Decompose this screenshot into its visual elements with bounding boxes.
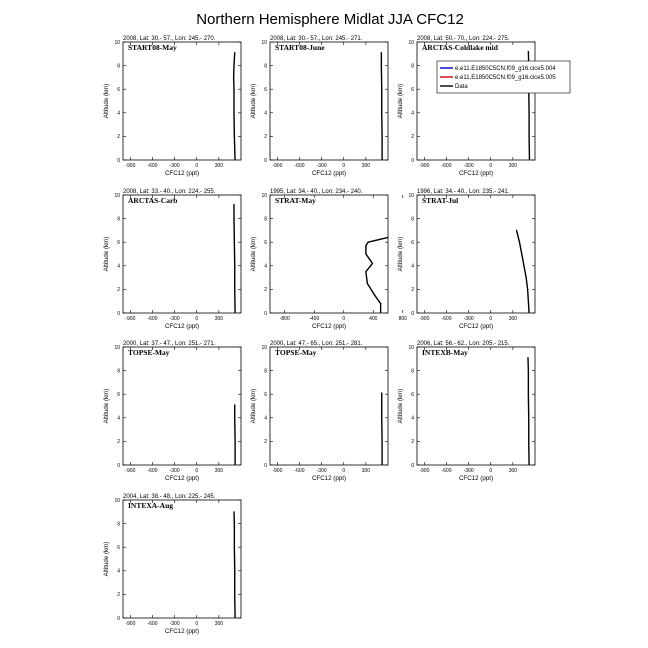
plot-frame <box>123 195 241 313</box>
y-tick-label: 6 <box>411 87 414 93</box>
panel-header: 2008, Lat: 33.- 40., Lon: 224.- 255. <box>123 189 216 195</box>
panel <box>103 189 241 330</box>
data-point <box>234 136 235 137</box>
data-point <box>234 289 235 290</box>
data-point <box>382 136 383 137</box>
y-tick-label: 0 <box>117 157 120 164</box>
y-tick-label: 6 <box>264 392 267 398</box>
y-tick-label: 0 <box>117 310 120 317</box>
y-tick-label: 6 <box>117 545 120 551</box>
panel-label: START08-June <box>275 43 325 52</box>
data-point <box>234 52 235 53</box>
data-point <box>521 253 522 254</box>
panel-label: START08-May <box>128 43 177 52</box>
data-point <box>367 242 368 243</box>
panel-label: ARCTAS-Coldlake mid <box>422 43 498 52</box>
x-tick-label: 0 <box>342 163 346 169</box>
panel <box>250 189 418 330</box>
figure-title: Northern Hemisphere Midlat JJA CFC12 <box>196 11 464 28</box>
panel <box>103 36 241 177</box>
y-tick-label: 2 <box>117 134 120 141</box>
x-tick-label: 400 <box>369 316 378 322</box>
x-tick-label: -900 <box>125 468 136 474</box>
x-tick-label: 300 <box>361 468 371 474</box>
data-point <box>234 594 235 595</box>
x-tick-label: 0 <box>489 468 493 474</box>
x-tick-label: -300 <box>169 468 180 474</box>
data-point <box>234 404 235 405</box>
data-point <box>528 441 529 442</box>
x-tick-label: -600 <box>441 468 452 474</box>
panel-label: ARCTAS-Carb <box>128 196 178 205</box>
y-tick-label: 8 <box>411 216 414 223</box>
y-axis-label: Altitude (km) <box>397 83 404 119</box>
y-tick-label: 4 <box>117 415 120 422</box>
x-tick-label: 0 <box>342 468 346 474</box>
data-point <box>516 230 517 231</box>
y-tick-label: 6 <box>117 392 120 398</box>
panel-label: INTEXA-Aug <box>128 501 174 510</box>
data-point <box>382 159 383 160</box>
y-tick-label: 4 <box>264 110 267 117</box>
plot-frame <box>123 347 241 465</box>
x-tick-label: -300 <box>169 163 180 169</box>
panel-label: STRAT-May <box>275 196 316 205</box>
y-axis-label: Altitude (km) <box>397 236 404 272</box>
x-tick-label: -900 <box>419 468 430 474</box>
y-tick-label: 2 <box>411 134 414 141</box>
data-point <box>365 271 366 272</box>
x-axis-label: CFC12 (ppt) <box>311 323 347 330</box>
panel-label: STRAT-Jul <box>422 196 459 205</box>
x-tick-label: -600 <box>294 468 305 474</box>
y-tick-label: 0 <box>411 462 414 469</box>
y-tick-label: 4 <box>117 263 120 270</box>
x-axis-label: CFC12 (ppt) <box>458 323 494 330</box>
panel <box>103 494 241 635</box>
x-tick-label: 800 <box>398 316 407 322</box>
data-point <box>381 417 382 418</box>
x-tick-label: -300 <box>169 621 180 627</box>
panel-header: 2008, Lat: 30.- 57., Lon: 245.- 271. <box>270 36 363 42</box>
plot-frame <box>123 500 241 618</box>
panel-label: TOPSE-May <box>128 348 170 357</box>
y-axis-label: Altitude (km) <box>103 83 110 119</box>
x-tick-label: 0 <box>342 316 346 322</box>
y-axis-label: Altitude (km) <box>250 236 257 272</box>
x-tick-label: -600 <box>147 468 158 474</box>
data-point <box>381 52 382 53</box>
y-tick-label: 8 <box>411 63 414 70</box>
y-tick-label: 0 <box>117 462 120 469</box>
data-point <box>528 370 529 371</box>
data-point <box>529 464 530 465</box>
y-tick-label: 10 <box>114 192 120 199</box>
x-tick-label: -300 <box>463 468 474 474</box>
x-axis-label: CFC12 (ppt) <box>164 323 200 330</box>
data-point <box>528 301 529 302</box>
x-tick-label: -300 <box>463 316 474 322</box>
plot-frame <box>270 42 388 160</box>
data-point <box>233 511 234 512</box>
panel-header: 2000, Lat: 37.- 47., Lon: 251.- 271. <box>123 341 216 347</box>
panel <box>397 189 535 330</box>
y-axis-label: Altitude (km) <box>397 388 404 424</box>
data-point <box>381 392 382 393</box>
x-tick-label: -600 <box>147 621 158 627</box>
data-point <box>380 303 381 304</box>
x-tick-label: 300 <box>508 468 518 474</box>
y-tick-label: 8 <box>117 216 120 223</box>
x-tick-label: -300 <box>169 316 180 322</box>
x-tick-label: 300 <box>214 316 224 322</box>
data-point <box>527 289 528 290</box>
y-tick-label: 10 <box>114 497 120 504</box>
plot-frame <box>270 195 388 313</box>
y-tick-label: 0 <box>117 615 120 622</box>
panel <box>103 341 241 482</box>
data-point <box>381 89 382 90</box>
legend-label: e.e11.E1850C5CN.f09_g16.cice5.004 <box>455 66 556 72</box>
data-point <box>529 136 530 137</box>
data-point <box>235 441 236 442</box>
data-point <box>529 312 530 313</box>
y-tick-label: 2 <box>117 287 120 294</box>
y-tick-label: 4 <box>411 110 414 117</box>
x-tick-label: -300 <box>316 163 327 169</box>
y-axis-label: Altitude (km) <box>250 388 257 424</box>
data-point <box>234 242 235 243</box>
y-tick-label: 4 <box>411 415 414 422</box>
x-tick-label: -900 <box>419 163 430 169</box>
series-line <box>366 230 418 313</box>
data-point <box>367 283 368 284</box>
data-point <box>519 242 520 243</box>
data-point <box>529 112 530 113</box>
y-tick-label: 0 <box>264 310 267 317</box>
panel-header: 1995, Lat: 34.- 40., Lon: 234.- 240. <box>270 189 363 195</box>
y-tick-label: 10 <box>114 39 120 46</box>
data-point <box>528 51 529 52</box>
legend <box>437 61 570 93</box>
y-tick-label: 10 <box>261 39 267 46</box>
y-tick-label: 0 <box>264 157 267 164</box>
data-point <box>233 89 234 90</box>
series-line <box>234 512 235 618</box>
y-tick-label: 0 <box>264 462 267 469</box>
x-tick-label: 300 <box>508 316 518 322</box>
x-tick-label: 0 <box>195 316 199 322</box>
data-point <box>235 159 236 160</box>
y-tick-label: 6 <box>117 87 120 93</box>
x-tick-label: -400 <box>309 316 320 322</box>
x-tick-label: -800 <box>279 316 290 322</box>
x-axis-label: CFC12 (ppt) <box>458 475 494 482</box>
plot-frame <box>417 347 535 465</box>
y-tick-label: 10 <box>408 344 414 351</box>
y-axis-label: Altitude (km) <box>103 388 110 424</box>
x-tick-label: -900 <box>419 316 430 322</box>
x-tick-label: -900 <box>125 621 136 627</box>
panel-label: INTEXB-May <box>422 348 468 357</box>
y-tick-label: 6 <box>411 240 414 246</box>
y-tick-label: 6 <box>264 240 267 246</box>
y-tick-label: 10 <box>114 344 120 351</box>
x-tick-label: -600 <box>441 163 452 169</box>
data-point <box>528 417 529 418</box>
legend-label: e.e11.E1850C5CN.f09_g16.cice5.005 <box>455 75 556 81</box>
data-point <box>233 77 234 78</box>
panel <box>250 341 388 482</box>
y-tick-label: 6 <box>264 87 267 93</box>
data-point <box>529 159 530 160</box>
data-point <box>235 464 236 465</box>
y-axis-label: Altitude (km) <box>103 541 110 577</box>
x-tick-label: 0 <box>195 163 199 169</box>
data-point <box>365 245 366 246</box>
y-tick-label: 10 <box>261 192 267 199</box>
series-line <box>381 53 382 160</box>
x-tick-label: -300 <box>316 468 327 474</box>
panel-header: 1996, Lat: 34.- 40., Lon: 235.- 241. <box>417 189 510 195</box>
x-tick-label: -600 <box>147 163 158 169</box>
y-tick-label: 8 <box>117 521 120 528</box>
data-point <box>235 617 236 618</box>
data-point <box>381 65 382 66</box>
x-tick-label: -900 <box>125 163 136 169</box>
y-tick-label: 4 <box>117 110 120 117</box>
plot-frame <box>417 195 535 313</box>
plot-frame <box>123 42 241 160</box>
data-point <box>234 547 235 548</box>
x-tick-label: 300 <box>214 163 224 169</box>
y-tick-label: 2 <box>264 439 267 446</box>
y-tick-label: 4 <box>264 263 267 270</box>
y-tick-label: 10 <box>261 344 267 351</box>
y-tick-label: 8 <box>117 63 120 70</box>
panel-header: 2008, Lat: 50.- 70., Lon: 224.- 275. <box>417 36 510 42</box>
panel-header: 2004, Lat: 38.- 48., Lon: 225.- 245. <box>123 494 216 500</box>
panel <box>397 341 535 482</box>
x-tick-label: -600 <box>147 316 158 322</box>
data-point <box>233 112 234 113</box>
x-tick-label: -600 <box>441 316 452 322</box>
series-line <box>517 230 530 313</box>
y-tick-label: 0 <box>411 157 414 164</box>
legend-label: Data <box>455 84 468 90</box>
y-tick-label: 4 <box>411 263 414 270</box>
data-point <box>380 312 381 313</box>
panel <box>250 36 388 177</box>
plot-frame <box>417 42 535 160</box>
data-point <box>526 277 527 278</box>
x-tick-label: 0 <box>489 163 493 169</box>
y-tick-label: 4 <box>117 568 120 575</box>
data-point <box>233 204 234 205</box>
panels <box>103 36 535 635</box>
x-axis-label: CFC12 (ppt) <box>311 475 347 482</box>
x-tick-label: 300 <box>361 163 371 169</box>
x-tick-label: 300 <box>214 621 224 627</box>
y-tick-label: 8 <box>264 368 267 375</box>
y-tick-label: 2 <box>411 439 414 446</box>
y-axis-label: Altitude (km) <box>103 236 110 272</box>
y-tick-label: 6 <box>411 392 414 398</box>
x-tick-label: -300 <box>463 163 474 169</box>
y-tick-label: 2 <box>117 439 120 446</box>
x-axis-label: CFC12 (ppt) <box>164 628 200 635</box>
panel-header: 2006, Lat: 56.- 62., Lon: 205.- 215. <box>417 341 510 347</box>
data-point <box>382 464 383 465</box>
data-point <box>382 441 383 442</box>
x-axis-label: CFC12 (ppt) <box>311 170 347 177</box>
y-tick-label: 8 <box>117 368 120 375</box>
y-tick-label: 2 <box>117 592 120 599</box>
series-line <box>528 358 529 465</box>
panel <box>397 36 535 177</box>
y-tick-label: 0 <box>411 310 414 317</box>
data-point <box>235 312 236 313</box>
x-axis-label: CFC12 (ppt) <box>164 170 200 177</box>
data-point <box>233 65 234 66</box>
y-tick-label: 8 <box>264 216 267 223</box>
data-point <box>381 112 382 113</box>
x-tick-label: 0 <box>195 621 199 627</box>
panel-label: TOPSE-May <box>275 348 317 357</box>
series-line <box>234 204 235 313</box>
data-point <box>528 394 529 395</box>
x-tick-label: -900 <box>272 163 283 169</box>
data-point <box>234 265 235 266</box>
data-point <box>372 263 373 264</box>
data-point <box>233 218 234 219</box>
data-point <box>374 295 375 296</box>
y-tick-label: 10 <box>408 192 414 199</box>
data-point <box>234 417 235 418</box>
y-tick-label: 10 <box>408 39 414 46</box>
y-tick-label: 2 <box>264 287 267 294</box>
y-tick-label: 4 <box>264 415 267 422</box>
data-point <box>527 357 528 358</box>
data-point <box>234 523 235 524</box>
y-axis-label: Altitude (km) <box>250 83 257 119</box>
y-tick-label: 8 <box>264 63 267 70</box>
series-line <box>234 53 235 160</box>
x-axis-label: CFC12 (ppt) <box>164 475 200 482</box>
x-tick-label: 300 <box>508 163 518 169</box>
x-tick-label: 0 <box>489 316 493 322</box>
data-point <box>365 253 366 254</box>
y-tick-label: 2 <box>264 134 267 141</box>
data-point <box>234 570 235 571</box>
y-tick-label: 8 <box>411 368 414 375</box>
x-tick-label: -900 <box>125 316 136 322</box>
x-axis-label: CFC12 (ppt) <box>458 170 494 177</box>
plot-frame <box>270 347 388 465</box>
y-tick-label: 2 <box>411 287 414 294</box>
x-tick-label: -600 <box>294 163 305 169</box>
y-tick-label: 6 <box>117 240 120 246</box>
x-tick-label: 300 <box>214 468 224 474</box>
x-tick-label: 0 <box>195 468 199 474</box>
panel-header: 2000, Lat: 47.- 65., Lon: 251.- 281. <box>270 341 363 347</box>
data-point <box>523 265 524 266</box>
panel-header: 2008, Lat: 30.- 57., Lon: 245.- 270. <box>123 36 216 42</box>
x-tick-label: -900 <box>272 468 283 474</box>
